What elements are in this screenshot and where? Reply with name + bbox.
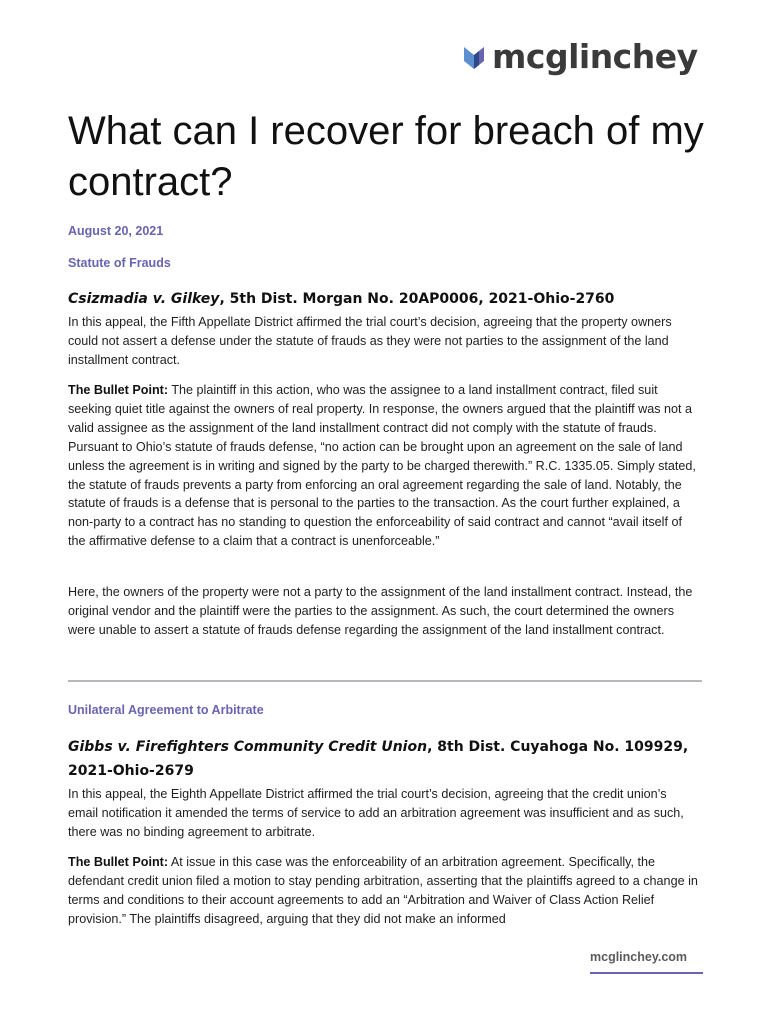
case-name: Csizmadia v. Gilkey [68, 291, 220, 307]
brand-mark-icon [462, 43, 486, 71]
bullet-point-paragraph [68, 853, 700, 929]
brand-logo [462, 37, 698, 76]
case-citation: , 8th Dist. Cuyahoga No. 109929, 2021-Ohio-2679 [68, 739, 689, 779]
footer-underline [590, 972, 703, 974]
page-title: What can I recover for breach of my contract? [68, 109, 704, 204]
brand-name: mcglinchey [492, 37, 698, 76]
section-heading-unilateral-arbitration[interactable]: Unilateral Agreement to Arbitrate [68, 703, 264, 717]
bullet-point-paragraph [68, 381, 700, 551]
bullet-point-label: The Bullet Point: [68, 383, 169, 397]
case-conclusion: Here, the owners of the property were not a party to the assignment of the land installment contract. Instead, the original vendor and the plaintiff were the parties to the assignment. As such, the court determined the owners were unable to assert a statute of frauds defense regarding the assignment of the land installment contract. [68, 585, 693, 637]
bullet-point-label: The Bullet Point: [68, 855, 169, 869]
case-citation: , 5th Dist. Morgan No. 20AP0006, 2021-Ohio-2760 [219, 291, 615, 307]
case-summary: In this appeal, the Fifth Appellate District affirmed the trial court’s decision, agreeing that the property owners could not assert a defense under the statute of frauds as they were not parties to the assignment of the land installment contract. [68, 315, 672, 367]
bullet-point-text: The plaintiff in this action, who was the assignee to a land installment contract, filed suit seeking quiet title against the owners of real property. In response, the owners argued that the plaintiff was not a valid assignee as the assignment of the land installment contract did not comply with the statute of frauds. Pursuant to Ohio’s statute of frauds defense, “no action can be brought upon an agreement on the sale of land unless the agreement is in writing and signed by the party to be charged therewith.” R.C. 1335.05. Simply stated, the statute of frauds prevents a party from enforcing an oral agreement regarding the sale of land. Notably, the statute of frauds is a defense that is personal to the parties to the transaction. As the court further explained, a non-party to a contract has no standing to question the enforceability of said contract and cannot “avail itself of the affirmative defense to a claim that a contract is unenforceable.” [68, 383, 696, 549]
section-heading-statute-of-frauds[interactable]: Statute of Frauds [68, 256, 171, 270]
section-divider [68, 680, 702, 682]
article-date: August 20, 2021 [68, 224, 164, 238]
case-summary: In this appeal, the Eighth Appellate District affirmed the trial court’s decision, agreeing that the credit union’s email notification it amended the terms of service to add an arbitration agreement was insufficient and as such, there was no binding agreement to arbitrate. [68, 787, 684, 839]
case-title-gibbs [68, 735, 698, 783]
case-title-csizmadia [68, 287, 698, 311]
footer-website-link[interactable]: mcglinchey.com [590, 950, 688, 964]
bullet-point-text: At issue in this case was the enforceability of an arbitration agreement. Specifically, the defendant credit union filed a motion to stay pending arbitration, asserting that the plaintiffs agreed to a change in terms and conditions to their account agreements to add an “Arbitration and Waiver of Class Action Relief provision.” The plaintiffs disagreed, arguing that they did not make an informed [68, 855, 698, 926]
case-name: Gibbs v. Firefighters Community Credit Union [68, 739, 428, 755]
